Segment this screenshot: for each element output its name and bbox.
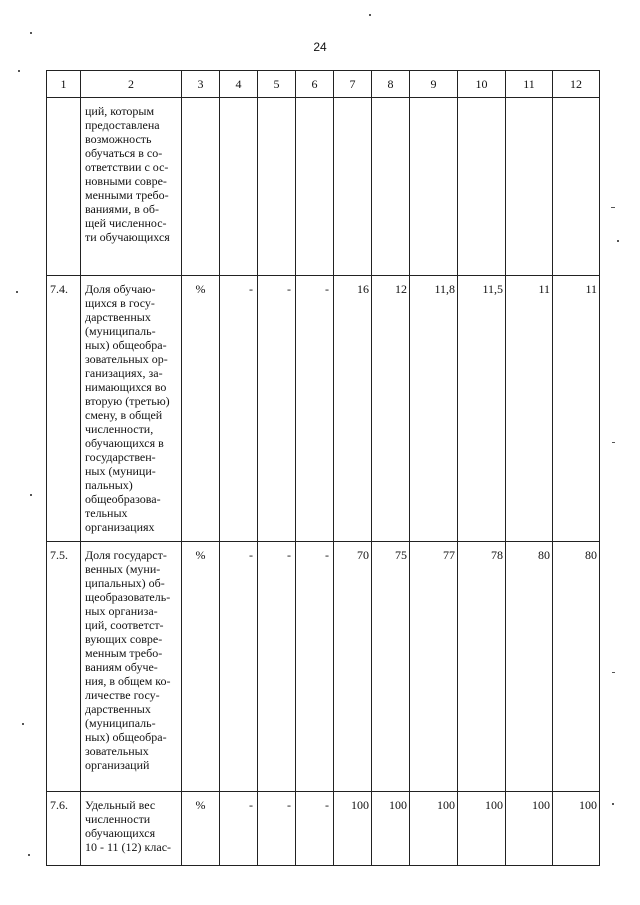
row-index: 7.5.: [47, 542, 81, 792]
header-cell: 11: [506, 71, 553, 98]
cell-col-6: -: [296, 542, 334, 792]
cell-col-12: 80: [553, 542, 600, 792]
row-index: [47, 98, 81, 276]
cell-col-7: 100: [334, 792, 372, 866]
header-cell: 2: [81, 71, 182, 98]
header-cell: 7: [334, 71, 372, 98]
cell-col-7: [334, 98, 372, 276]
cell-col-11: 80: [506, 542, 553, 792]
scan-speck: [30, 494, 32, 496]
cell-col-8: 12: [372, 276, 410, 542]
cell-col-4: -: [220, 792, 258, 866]
cell-col-8: [372, 98, 410, 276]
header-cell: 3: [182, 71, 220, 98]
scan-speck: [22, 723, 24, 725]
cell-col-10: 78: [458, 542, 506, 792]
cell-col-8: 75: [372, 542, 410, 792]
scan-speck: [611, 207, 615, 208]
header-row: [47, 71, 600, 98]
table-row: [47, 542, 600, 792]
page-number: 24: [313, 40, 327, 54]
header-cell: 1: [47, 71, 81, 98]
cell-col-10: 11,5: [458, 276, 506, 542]
row-description: Доля государст- венных (муни- ципальных) об- щеобразователь- ных организа- ций, соответст- вующих совре- менным требо- ваниям обуче- ния, в общем ко- личестве госу- дарственных (муниципаль- ных) общеобра- зовательных организаций: [81, 542, 182, 792]
scan-speck: [612, 803, 614, 805]
cell-col-9: [410, 98, 458, 276]
scan-speck: [612, 442, 615, 443]
row-unit: %: [182, 276, 220, 542]
cell-col-5: -: [258, 542, 296, 792]
table-row: [47, 98, 600, 276]
scan-speck: [617, 240, 619, 242]
header-cell: 10: [458, 71, 506, 98]
cell-col-12: 100: [553, 792, 600, 866]
scan-speck: [369, 14, 371, 16]
cell-col-9: 11,8: [410, 276, 458, 542]
cell-col-4: -: [220, 276, 258, 542]
cell-col-9: 77: [410, 542, 458, 792]
row-description: ций, которым предоставлена возможность обучаться в со- ответствии с ос- новными совре- менными требо- ваниями, в об- щей численнос- ти обучающихся: [81, 98, 182, 276]
row-unit: %: [182, 792, 220, 866]
cell-col-10: [458, 98, 506, 276]
scan-speck: [28, 854, 30, 856]
cell-col-5: -: [258, 792, 296, 866]
row-unit: [182, 98, 220, 276]
header-cell: 6: [296, 71, 334, 98]
header-cell: 5: [258, 71, 296, 98]
cell-col-4: [220, 98, 258, 276]
cell-col-6: [296, 98, 334, 276]
cell-col-9: 100: [410, 792, 458, 866]
cell-col-8: 100: [372, 792, 410, 866]
header-cell: 9: [410, 71, 458, 98]
cell-col-7: 16: [334, 276, 372, 542]
header-cell: 12: [553, 71, 600, 98]
scan-speck: [18, 70, 20, 72]
header-cell: 4: [220, 71, 258, 98]
scan-speck: [612, 672, 615, 673]
row-index: 7.6.: [47, 792, 81, 866]
cell-col-4: -: [220, 542, 258, 792]
cell-col-10: 100: [458, 792, 506, 866]
cell-col-5: [258, 98, 296, 276]
scan-speck: [16, 291, 18, 293]
row-description: Удельный вес численности обучающихся 10 - 11 (12) клас-: [81, 792, 182, 866]
cell-col-12: [553, 98, 600, 276]
cell-col-7: 70: [334, 542, 372, 792]
cell-col-5: -: [258, 276, 296, 542]
cell-col-11: 11: [506, 276, 553, 542]
row-description: Доля обучаю- щихся в госу- дарственных (муниципаль- ных) общеобра- зовательных ор- ганизациях, за- нимающихся во вторую (третью) смену, в общей численности, обучающихся в государствен- ных (муници- пальных) общеобразова- тельных организациях: [81, 276, 182, 542]
cell-col-12: 11: [553, 276, 600, 542]
cell-col-6: -: [296, 792, 334, 866]
row-unit: %: [182, 542, 220, 792]
header-cell: 8: [372, 71, 410, 98]
cell-col-6: -: [296, 276, 334, 542]
scan-speck: [30, 32, 32, 34]
table-row: [47, 792, 600, 866]
data-table: [46, 70, 600, 866]
cell-col-11: [506, 98, 553, 276]
row-index: 7.4.: [47, 276, 81, 542]
table-row: [47, 276, 600, 542]
cell-col-11: 100: [506, 792, 553, 866]
